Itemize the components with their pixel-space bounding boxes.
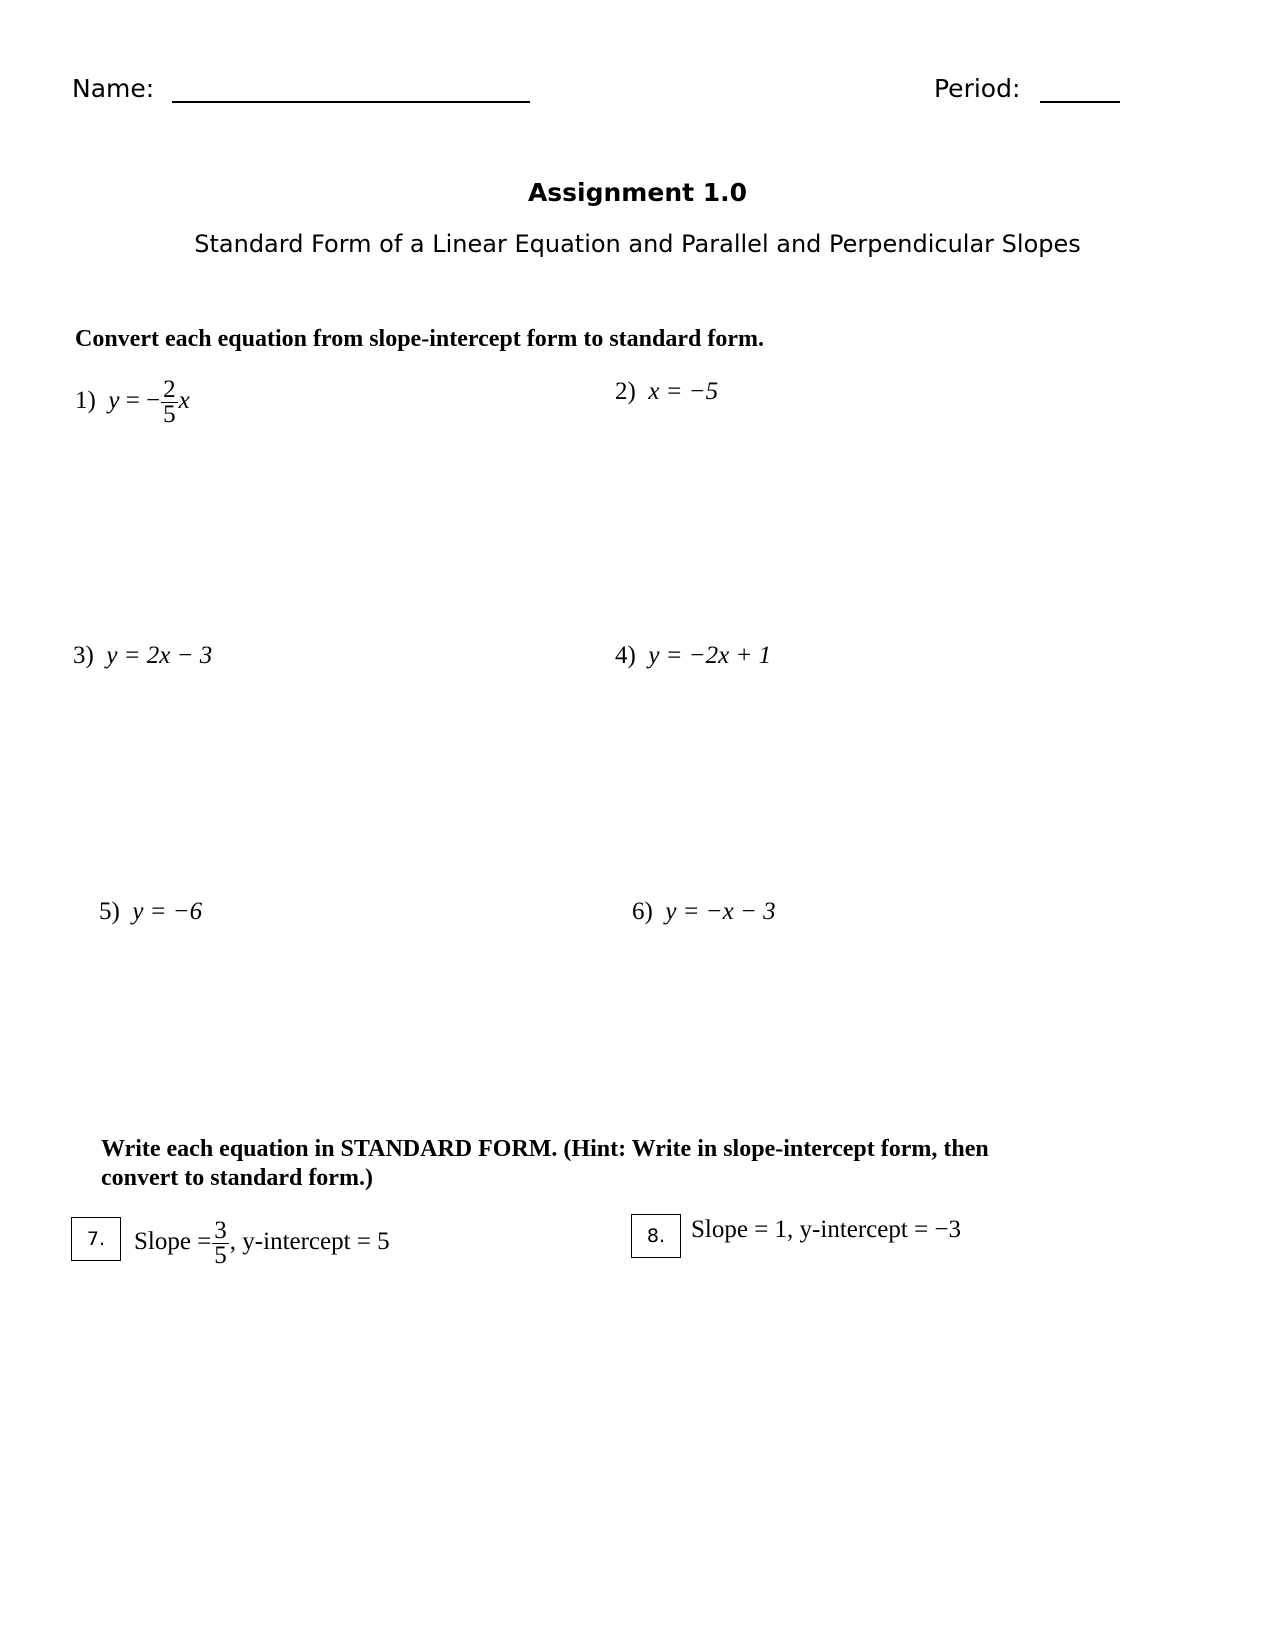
page-subtitle: Standard Form of a Linear Equation and Parallel and Perpendicular Slopes [194, 230, 1081, 258]
fraction-denominator: 5 [214, 1242, 227, 1269]
problem-number: 4) [615, 642, 636, 669]
fraction [161, 378, 178, 427]
name-blank[interactable] [172, 75, 530, 103]
problem-6 [632, 898, 776, 926]
problem-3 [73, 642, 212, 670]
problem-7-number-box [71, 1217, 121, 1261]
period-blank[interactable] [1040, 75, 1120, 103]
slope-label: Slope = [134, 1228, 212, 1256]
section2-instruction: Write each equation in STANDARD FORM. (Hint: Write in slope-intercept form, then convert to standard form.) [101, 1136, 989, 1191]
equation: x = −5 [648, 378, 719, 405]
problem-number: 5) [99, 898, 120, 925]
problem-number: 3) [73, 642, 94, 669]
problem-7 [134, 1219, 390, 1268]
problem-8 [691, 1216, 961, 1244]
problem-1 [75, 378, 190, 427]
fraction-denominator: 5 [163, 401, 176, 428]
period-label: Period: [934, 74, 1021, 103]
equation-op: = − [125, 387, 161, 415]
equation: y = −6 [132, 898, 203, 925]
period-field [934, 74, 1120, 103]
equation-lhs: y [108, 387, 120, 415]
problem-4 [615, 642, 771, 670]
problem-number: 8. [646, 1225, 666, 1247]
problem-number: 2) [615, 378, 636, 405]
fraction-numerator: 2 [163, 376, 176, 403]
problem-2 [615, 378, 718, 406]
fraction [212, 1219, 229, 1268]
name-label: Name: [72, 74, 155, 103]
section1-instruction: Convert each equation from slope-intercept form to standard form. [75, 326, 765, 352]
equation: y = −2x + 1 [648, 642, 772, 669]
problem-5 [99, 898, 202, 926]
equation-var: x [178, 387, 190, 415]
problem-number: 7. [86, 1228, 106, 1250]
page-title: Assignment 1.0 [527, 178, 748, 207]
problem-rest: , y-intercept = 5 [229, 1228, 390, 1256]
equation: y = −x − 3 [665, 898, 776, 925]
equation: y = 2x − 3 [106, 642, 213, 669]
fraction-numerator: 3 [214, 1217, 227, 1244]
problem-number: 1) [75, 387, 96, 415]
problem-number: 6) [632, 898, 653, 925]
name-field [72, 74, 530, 103]
problem-8-number-box [631, 1214, 681, 1258]
problem-text: Slope = 1, y-intercept = −3 [691, 1216, 962, 1243]
